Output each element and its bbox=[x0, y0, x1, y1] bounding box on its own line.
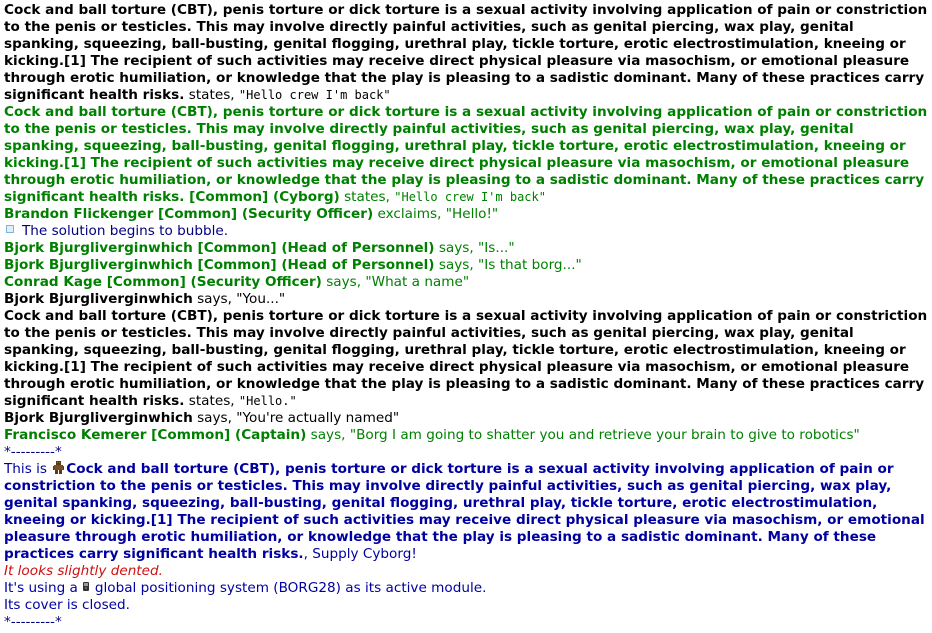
message-quote: "Hello crew I'm back" bbox=[394, 190, 546, 204]
chat-message bbox=[4, 104, 928, 206]
message-speaker: Bjork Bjurgliverginwhich bbox=[4, 291, 193, 307]
message-text: exclaims, "Hello!" bbox=[373, 206, 499, 222]
chat-message bbox=[4, 308, 928, 410]
chat-message bbox=[4, 257, 928, 274]
message-speaker: Bjork Bjurgliverginwhich [Common] (Head of Personnel) bbox=[4, 240, 435, 256]
chat-message bbox=[4, 410, 928, 427]
chat-message bbox=[4, 2, 928, 104]
chat-message bbox=[4, 291, 928, 308]
message-speaker: Francisco Kemerer [Common] (Captain) bbox=[4, 427, 307, 443]
examine-dented: It looks slightly dented. bbox=[4, 563, 163, 579]
message-speaker-tags: [Common] (Cyborg) bbox=[184, 189, 340, 205]
bubble-icon bbox=[6, 225, 14, 233]
cyborg-icon bbox=[53, 461, 64, 474]
message-verb: states, bbox=[184, 393, 239, 409]
examine-name: Cock and ball torture (CBT), penis torture or dick torture is a sexual activity involving application of pain or constriction to the penis or testicles. This may involve directly painful activities, such as genital piercing, wax play, genital spanking, squeezing, ball-busting, genital flogging, urethral play, tickle torture, erotic electrostimulation, kneeing or kicking.[1] The recipient of such activities may receive direct physical pleasure via masochism, or emotional pleasure through erotic humiliation, or knowledge that the play is pleasing to a sadistic dominant. Many of these practices carry significant health risks. bbox=[4, 461, 925, 562]
message-text: says, "Is that borg..." bbox=[434, 257, 582, 273]
examine-divider: *---------* bbox=[4, 614, 62, 630]
message-text: says, "Borg I am going to shatter you and retrieve your brain to give to robotics" bbox=[306, 427, 860, 443]
examine-suffix: , Supply Cyborg! bbox=[303, 546, 417, 562]
message-verb: states, bbox=[184, 87, 239, 103]
message-text: says, "What a name" bbox=[321, 274, 470, 290]
examine-title bbox=[4, 461, 928, 563]
chat-message bbox=[4, 240, 928, 257]
message-quote: "Hello." bbox=[238, 394, 297, 408]
message-speaker: Cock and ball torture (CBT), penis torture or dick torture is a sexual activity involving application of pain or constriction to the penis or testicles. This may involve directly painful activities, such as genital piercing, wax play, genital spanking, squeezing, ball-busting, genital flogging, urethral play, tickle torture, erotic electrostimulation, kneeing or kicking.[1] The recipient of such activities may receive direct physical pleasure via masochism, or emotional pleasure through erotic humiliation, or knowledge that the play is pleasing to a sadistic dominant. Many of these practices carry significant health risks. bbox=[4, 2, 928, 103]
message-speaker: Bjork Bjurgliverginwhich [Common] (Head of Personnel) bbox=[4, 257, 435, 273]
examine-prefix: This is bbox=[4, 461, 52, 477]
examine-module bbox=[4, 580, 928, 597]
examine-cover: Its cover is closed. bbox=[4, 597, 130, 613]
message-speaker: Cock and ball torture (CBT), penis torture or dick torture is a sexual activity involving application of pain or constriction to the penis or testicles. This may involve directly painful activities, such as genital piercing, wax play, genital spanking, squeezing, ball-busting, genital flogging, urethral play, tickle torture, erotic electrostimulation, kneeing or kicking.[1] The recipient of such activities may receive direct physical pleasure via masochism, or emotional pleasure through erotic humiliation, or knowledge that the play is pleasing to a sadistic dominant. Many of these practices carry significant health risks. bbox=[4, 104, 928, 205]
message-text: says, "Is..." bbox=[434, 240, 515, 256]
message-text: The solution begins to bubble. bbox=[22, 223, 229, 239]
chat-message bbox=[4, 223, 928, 240]
gps-module-icon bbox=[81, 580, 91, 591]
chat-message bbox=[4, 274, 928, 291]
module-prefix: It's using a bbox=[4, 580, 78, 596]
module-name: global positioning system (BORG28) as its active module. bbox=[94, 580, 487, 596]
chat-message bbox=[4, 206, 928, 223]
examine-divider: *---------* bbox=[4, 444, 62, 460]
chat-message bbox=[4, 427, 928, 444]
message-text: says, "You're actually named" bbox=[192, 410, 400, 426]
message-speaker: Brandon Flickenger [Common] (Security Officer) bbox=[4, 206, 374, 222]
message-text: says, "You..." bbox=[192, 291, 286, 307]
message-speaker: Conrad Kage [Common] (Security Officer) bbox=[4, 274, 322, 290]
message-speaker: Cock and ball torture (CBT), penis torture or dick torture is a sexual activity involving application of pain or constriction to the penis or testicles. This may involve directly painful activities, such as genital piercing, wax play, genital spanking, squeezing, ball-busting, genital flogging, urethral play, tickle torture, erotic electrostimulation, kneeing or kicking.[1] The recipient of such activities may receive direct physical pleasure via masochism, or emotional pleasure through erotic humiliation, or knowledge that the play is pleasing to a sadistic dominant. Many of these practices carry significant health risks. bbox=[4, 308, 928, 409]
message-quote: "Hello crew I'm back" bbox=[238, 88, 391, 102]
message-verb: states, bbox=[339, 189, 395, 205]
message-speaker: Bjork Bjurgliverginwhich bbox=[4, 410, 193, 426]
